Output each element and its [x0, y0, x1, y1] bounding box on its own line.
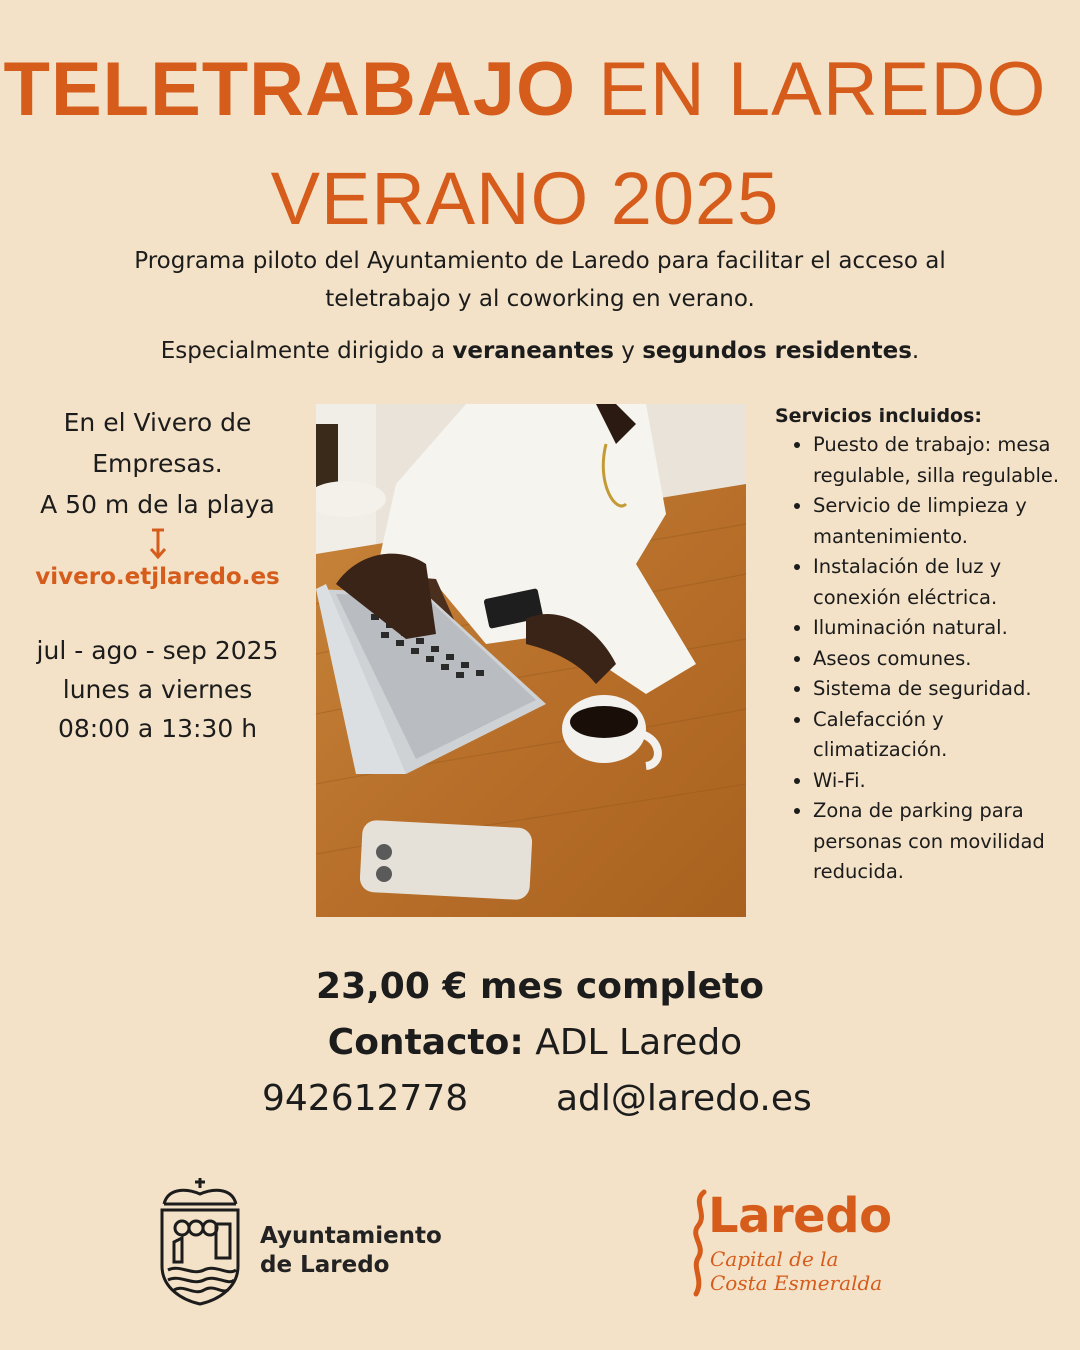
service-item: • Iluminación natural.	[813, 613, 1070, 644]
service-item: • Wi-Fi.	[813, 766, 1070, 797]
service-item: • Puesto de trabajo: mesa regulable, silla regulable.	[813, 430, 1070, 491]
tagline-line-2: Costa Esmeralda	[710, 1271, 883, 1295]
target-audience	[60, 338, 1020, 364]
ayuntamiento-line-1: Ayuntamiento	[260, 1223, 442, 1249]
ayuntamiento-name	[260, 1222, 442, 1280]
location-line-2: Empresas.	[92, 449, 223, 478]
ayuntamiento-line-2: de Laredo	[260, 1252, 390, 1278]
target-joiner: y	[613, 338, 643, 364]
price: 23,00 € mes completo	[316, 966, 764, 1007]
contact-email[interactable]: adl@laredo.es	[556, 1078, 812, 1119]
location-line-3: A 50 m de la playa	[40, 490, 275, 519]
schedule-days: lunes a viernes	[62, 675, 253, 704]
vivero-link[interactable]: vivero.etjlaredo.es	[35, 564, 280, 590]
services-header: Servicios incluidos:	[775, 405, 983, 427]
service-item: • Zona de parking para personas con movilidad reducida.	[813, 796, 1070, 888]
services-list	[775, 402, 1070, 888]
schedule-hours: 08:00 a 13:30 h	[57, 714, 258, 743]
target-suffix: .	[911, 338, 920, 364]
target-prefix: Especialmente dirigido a	[160, 338, 453, 364]
service-item: • Servicio de limpieza y mantenimiento.	[813, 491, 1070, 552]
title-bold: TELETRABAJO	[3, 47, 577, 132]
location-line-1: En el Vivero de	[63, 408, 252, 437]
service-item: • Aseos comunes.	[813, 644, 1070, 675]
schedule	[20, 631, 295, 748]
schedule-months: jul - ago - sep 2025	[36, 636, 279, 665]
service-item: • Sistema de seguridad.	[813, 674, 1070, 705]
target-group-1: veraneantes	[452, 338, 614, 364]
contact-line	[0, 1022, 1070, 1063]
laredo-brand-tagline	[710, 1247, 882, 1295]
laptop-photo	[316, 404, 746, 917]
title-line-2: VERANO 2025	[270, 157, 780, 240]
title-rest: EN LAREDO	[576, 47, 1047, 132]
services-items	[775, 430, 1070, 888]
contact-name: ADL Laredo	[523, 1022, 743, 1063]
arrow-down-icon	[20, 527, 295, 561]
title-line-1	[0, 46, 1050, 133]
laredo-brand-name: Laredo	[708, 1188, 892, 1244]
contact-phone[interactable]: 942612778	[262, 1078, 469, 1119]
tagline-line-1: Capital de la	[710, 1247, 839, 1271]
service-item: • Calefacción y climatización.	[813, 705, 1070, 766]
service-item: • Instalación de luz y conexión eléctrica.	[813, 552, 1070, 613]
intro-text: Programa piloto del Ayuntamiento de Laredo para facilitar el acceso al teletrabajo y al coworking en verano.	[134, 248, 946, 312]
contact-label: Contacto:	[327, 1022, 524, 1063]
ayuntamiento-crest-icon	[156, 1176, 244, 1306]
location-info	[20, 402, 295, 748]
target-group-2: segundos residentes	[642, 338, 912, 364]
